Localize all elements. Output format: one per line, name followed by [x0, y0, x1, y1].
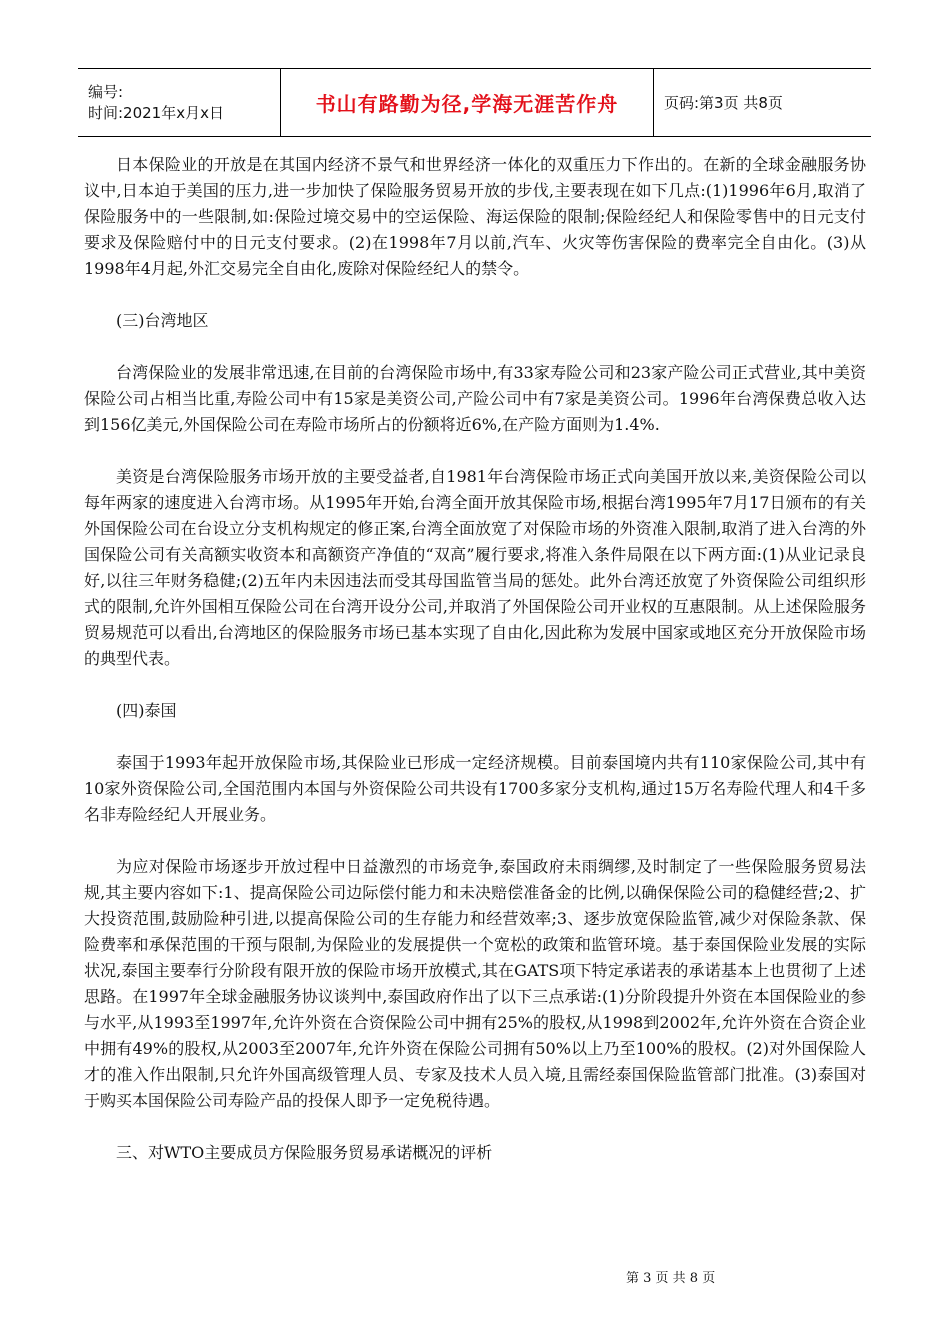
document-body — [84, 152, 866, 1166]
paragraph-thailand-market: 泰国于1993年起开放保险市场,其保险业已形成一定经济规模。目前泰国境内共有110家保险公司,其中有10家外资保险公司,全国范围内本国与外资保险公司共设有1700多家分支机构,通过15万名寿险代理人和4千多名非寿险经纪人开展业务。 — [84, 753, 866, 824]
paragraph-taiwan-market: 台湾保险业的发展非常迅速,在目前的台湾保险市场中,有33家寿险公司和23家产险公司正式营业,其中美资保险公司占相当比重,寿险公司中有15家是美资公司,产险公司中有7家是美资公司。1996年台湾保费总收入达到156亿美元,外国保险公司在寿险市场所占的份额将近6%,在产险方面则为1.4%. — [84, 363, 866, 434]
document-number-label: 编号: — [88, 82, 124, 101]
document-date-label: 时间:2021年x月x日 — [88, 103, 224, 122]
header-meta — [78, 69, 281, 136]
section-heading-thailand: (四)泰国 — [116, 701, 177, 720]
header-motto-cell — [281, 69, 654, 136]
section-heading-taiwan: (三)台湾地区 — [116, 311, 209, 330]
paragraph-japan: 日本保险业的开放是在其国内经济不景气和世界经济一体化的双重压力下作出的。在新的全球金融服务协议中,日本迫于美国的压力,进一步加快了保险服务贸易开放的步伐,主要表现在如下几点:(1)1996年6月,取消了保险服务中的一些限制,如:保险过境交易中的空运保险、海运保险的限制;保险经纪人和保险零售中的日元支付要求及保险赔付中的日元支付要求。(2)在1998年7月以前,汽车、火灾等伤害保险的费率完全自由化。(3)从1998年4月起,外汇交易完全自由化,废除对保险经纪人的禁令。 — [84, 155, 866, 278]
page-header — [78, 68, 871, 137]
paragraph-thailand-regulation: 为应对保险市场逐步开放过程中日益激烈的市场竞争,泰国政府未雨绸缪,及时制定了一些保险服务贸易法规,其主要内容如下:1、提高保险公司边际偿付能力和未决赔偿准备金的比例,以确保保险公司的稳健经营;2、扩大投资范围,鼓励险种引进,以提高保险公司的生存能力和经营效率;3、逐步放宽保险监管,减少对保险条款、保险费率和承保范围的干预与限制,为保险业的发展提供一个宽松的政策和监管环境。基于泰国保险业发展的实际状况,泰国主要奉行分阶段有限开放的保险市场开放模式,其在GATS项下特定承诺表的承诺基本上也贯彻了上述思路。在1997年全球金融服务协议谈判中,泰国政府作出了以下三点承诺:(1)分阶段提升外资在本国保险业的参与水平,从1993至1997年,允许外资在合资保险公司中拥有25%的股权,从1998到2002年,允许外资在合资企业中拥有49%的股权,从2003至2007年,允许外资在保险公司拥有50%以上乃至100%的股权。(2)对外国保险人才的准入作出限制,只允许外国高级管理人员、专家及技术人员入境,且需经泰国保险监管部门批准。(3)泰国对于购买本国保险公司寿险产品的投保人即予一定免税待遇。 — [84, 857, 866, 1110]
page-footer-number: 第 3 页 共 8 页 — [626, 1271, 716, 1286]
header-page-cell — [654, 69, 871, 136]
paragraph-taiwan-opening: 美资是台湾保险服务市场开放的主要受益者,自1981年台湾保险市场正式向美国开放以来,美资保险公司以每年两家的速度进入台湾市场。从1995年开始,台湾全面开放其保险市场,根据台湾1995年7月17日颁布的有关外国保险公司在台设立分支机构规定的修正案,台湾全面放宽了对保险市场的外资准入限制,取消了进入台湾的外国保险公司有关高额实收资本和高额资产净值的“双高”履行要求,将准入条件局限在以下两方面:(1)从业记录良好,以往三年财务稳健;(2)五年内未因违法而受其母国监管当局的惩处。此外台湾还放宽了外资保险公司组织形式的限制,允许外国相互保险公司在台湾开设分公司,并取消了外国保险公司开业权的互惠限制。从上述保险服务贸易规范可以看出,台湾地区的保险服务市场已基本实现了自由化,因此称为发展中国家或地区充分开放保险市场的典型代表。 — [84, 467, 866, 668]
section-heading-wto-review: 三、对WTO主要成员方保险服务贸易承诺概况的评析 — [116, 1143, 493, 1162]
header-page-number: 页码:第3页 共8页 — [664, 94, 783, 112]
header-motto: 书山有路勤为径,学海无涯苦作舟 — [315, 92, 619, 116]
